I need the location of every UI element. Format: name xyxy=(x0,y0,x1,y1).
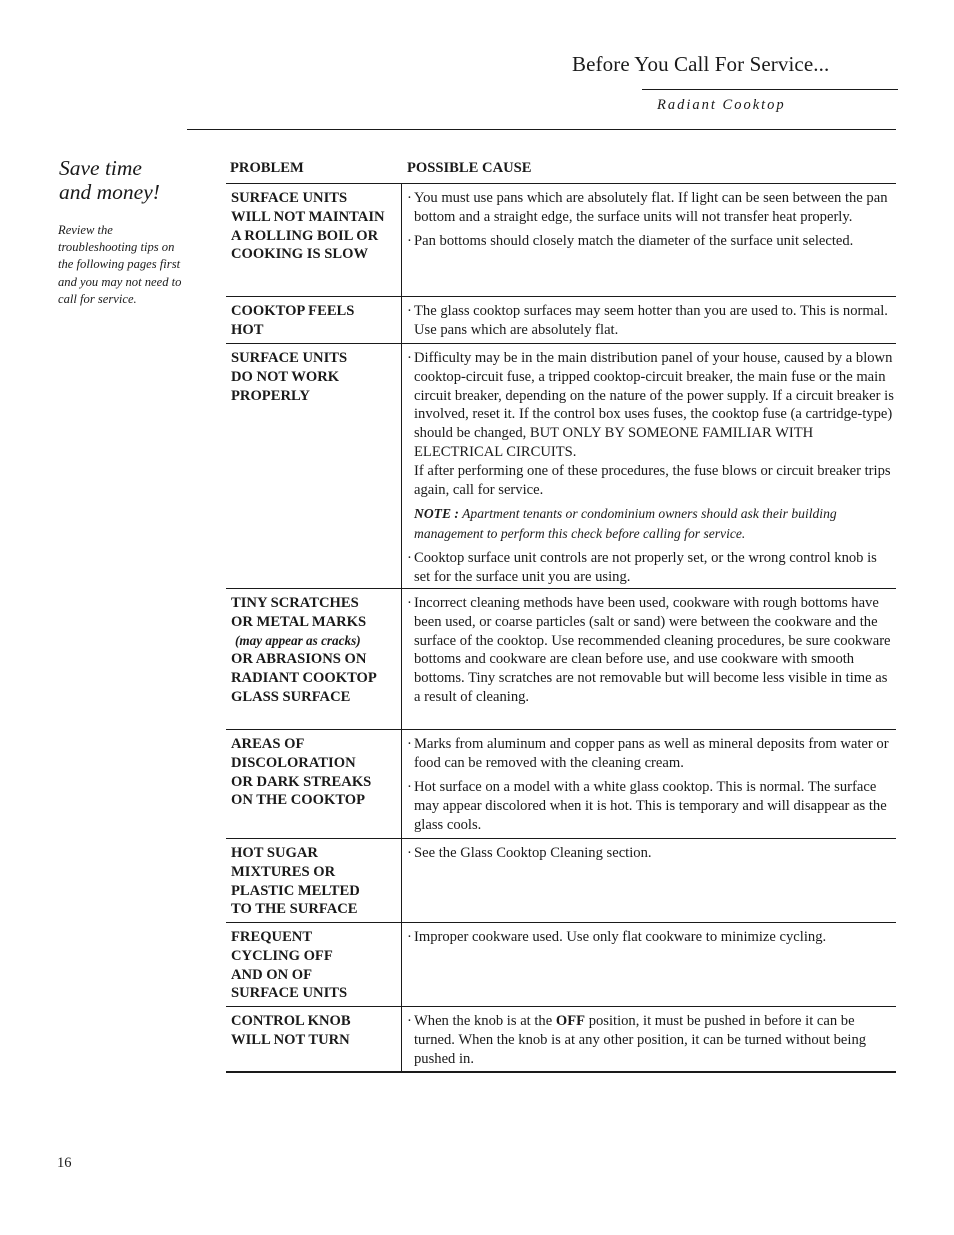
problem-line: WILL NOT MAINTAIN xyxy=(231,208,385,225)
problem-line: HOT xyxy=(231,321,264,338)
cause-cell xyxy=(407,735,896,840)
problem-note: (may appear as cracks) xyxy=(235,632,361,648)
table-row xyxy=(226,729,896,838)
cause-cell xyxy=(407,302,896,345)
page-title: Before You Call For Service... xyxy=(572,52,830,76)
problem-line: TO THE SURFACE xyxy=(231,901,358,918)
cause-text: If after performing one of these procedures, the fuse blows or circuit breaker trips again, call for service. xyxy=(414,462,891,498)
problem-cell xyxy=(226,297,402,343)
problem-line: CYCLING OFF xyxy=(231,947,333,964)
cause-bold-text: OFF xyxy=(555,1013,586,1029)
cause-bullet: · Hot surface on a model with a white glass cooktop. This is normal. The surface may appear discolored when it is hot. This is temporary and will disappear as the glass cools. xyxy=(407,778,896,834)
problem-line: A ROLLING BOIL OR xyxy=(231,227,379,244)
sidebar-text: Review the troubleshooting tips on the following pages first and you may not need to call for service. xyxy=(58,223,182,306)
cause-cell xyxy=(407,1012,896,1074)
cause-text: position, it must be pushed in before it can be turned. When the knob is at any other position, it can be turned without being pushed in. xyxy=(414,1013,867,1067)
sidebar-title-line2: and money! xyxy=(59,180,160,204)
note-text: Apartment tenants or condominium owners should ask their building management to perform this check before calling for service. xyxy=(414,506,837,541)
column-header-problem: PROBLEM xyxy=(230,160,304,176)
problem-cell xyxy=(226,923,402,1006)
cause-bullet: · Improper cookware used. Use only flat cookware to minimize cycling. xyxy=(407,928,896,947)
problem-line: AND ON OF xyxy=(231,966,313,983)
cause-cell xyxy=(407,189,896,256)
table-row xyxy=(226,1006,896,1073)
cause-bullet: · Pan bottoms should closely match the diameter of the surface unit selected. xyxy=(407,232,896,251)
cause-text: When the knob is at the xyxy=(414,1013,553,1029)
cause-note xyxy=(407,504,896,543)
cause-bullet: · Marks from aluminum and copper pans as well as mineral deposits from water or food can be removed with the cleaning cream. xyxy=(407,735,896,773)
problem-line: SURFACE UNITS xyxy=(231,190,348,206)
problem-line: DO NOT WORK xyxy=(231,368,340,385)
problem-cell xyxy=(226,589,402,729)
cause-bullet: · See the Glass Cooktop Cleaning section. xyxy=(407,844,896,863)
problem-line: WILL NOT TURN xyxy=(231,1031,350,1048)
problem-line: OR METAL MARKS xyxy=(231,613,367,630)
cause-bullet xyxy=(407,1012,896,1068)
problem-cell xyxy=(226,344,402,588)
problem-line: DISCOLORATION xyxy=(231,754,356,771)
problem-cell xyxy=(226,184,402,296)
problem-line: TINY SCRATCHES xyxy=(231,595,359,611)
problem-line: RADIANT COOKTOP xyxy=(231,670,377,687)
section-subtitle: Radiant Cooktop xyxy=(657,97,786,113)
problem-line: AREAS OF xyxy=(231,736,305,752)
cause-cell xyxy=(407,594,896,712)
table-row xyxy=(226,343,896,588)
cause-cell xyxy=(407,928,896,952)
problem-line: SURFACE UNITS xyxy=(231,985,348,1002)
cause-bullet: · Incorrect cleaning methods have been used, cookware with rough bottoms have been used, or coarse particles (salt or sand) were between the cookware and the surface of the cooktop. Use recommended cleaning procedures, be sure cookware bottoms and cookware are clean before use, and use cookware with smooth bottoms. Tiny scratches are not removable but will become less visible in time as a result of cleaning. xyxy=(407,594,896,707)
table-row xyxy=(226,588,896,729)
table-row xyxy=(226,922,896,1006)
page-number: 16 xyxy=(57,1155,72,1171)
problem-line: MIXTURES OR xyxy=(231,863,336,880)
cause-cell xyxy=(407,844,896,868)
problem-line: CONTROL KNOB xyxy=(231,1013,351,1029)
problem-line: ON THE COOKTOP xyxy=(231,792,366,809)
header-rule xyxy=(642,89,898,90)
cause-text: Difficulty may be in the main distribution panel of your house, caused by a blown cooktop-circuit fuse, a tripped cooktop-circuit breaker, the main fuse or the main circuit breaker, depending on the nature of the power supply. If a circuit breaker is involved, reset it. If the control box uses fuses, the cooktop fuse (a cartridge-type) should be changed, BUT ONLY BY SOMEONE FAMILIAR WITH ELECTRICAL CIRCUITS. xyxy=(414,350,894,460)
problem-line: COOKTOP FEELS xyxy=(231,303,355,319)
table-row xyxy=(226,296,896,343)
problem-cell xyxy=(226,839,402,922)
cause-bullet: · Cooktop surface unit controls are not properly set, or the wrong control knob is set for the surface unit you are using. xyxy=(407,549,896,587)
header-divider xyxy=(187,129,896,130)
column-header-cause: POSSIBLE CAUSE xyxy=(407,160,532,176)
cause-bullet: · You must use pans which are absolutely flat. If light can be seen between the pan bottom and a straight edge, the surface units will not transfer heat properly. xyxy=(407,189,896,227)
table-row xyxy=(226,183,896,296)
problem-line: PLASTIC MELTED xyxy=(231,882,360,899)
table-row xyxy=(226,838,896,922)
problem-line: FREQUENT xyxy=(231,929,313,945)
cause-bullet: · The glass cooktop surfaces may seem hotter than you are used to. This is normal. Use pans which are absolutely flat. xyxy=(407,302,896,340)
cause-cell xyxy=(407,349,896,592)
cause-bullet xyxy=(407,349,896,499)
sidebar-title-line1: Save time xyxy=(59,156,142,180)
problem-line: GLASS SURFACE xyxy=(231,688,351,705)
problem-line: PROPERLY xyxy=(231,387,310,404)
problem-line: SURFACE UNITS xyxy=(231,350,348,366)
note-label: NOTE : xyxy=(414,506,459,522)
problem-line: COOKING IS SLOW xyxy=(231,246,369,263)
problem-line: HOT SUGAR xyxy=(231,845,318,861)
problem-cell xyxy=(226,730,402,838)
sidebar-title xyxy=(59,156,160,204)
problem-line: OR DARK STREAKS xyxy=(231,773,372,790)
problem-line: OR ABRASIONS ON xyxy=(231,651,367,668)
problem-cell xyxy=(226,1007,402,1071)
